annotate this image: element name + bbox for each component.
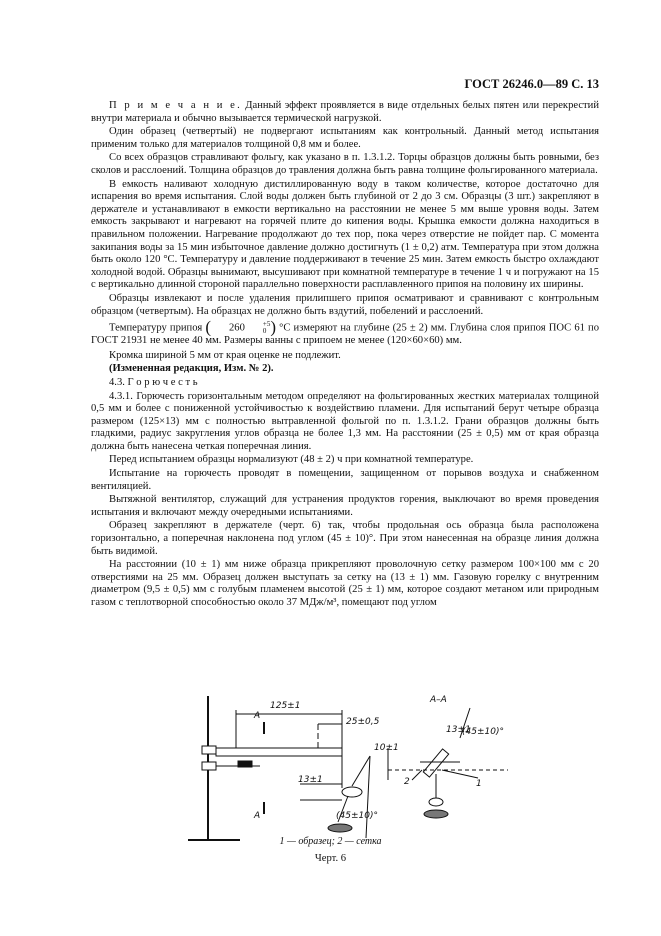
paragraph: 4.3.1. Горючесть горизонтальным методом определяют на фольгированных жестких материалах толщиной 0,5 мм и более с пониженной устойчивостью к воздействию пламени. Для испытаний берут четыре образца размером (125×13) мм с полностью вытравленной фольгой по п. 1.3.1.2. Грани образцов должны быть гладкими, радиус закругления углов образца не более 1,3 мм. На расстоянии (25 ± 0,5) мм от края образца должна быть нанесена четкая поперечная линия. (91, 390, 599, 452)
paragraph: Кромка шириной 5 мм от края оценке не подлежит. (109, 349, 341, 361)
temp-sub: 0 (262, 327, 267, 336)
section-a-top: A (254, 711, 261, 721)
section-heading: 4.3. Г о р ю ч е с т ь (109, 376, 198, 388)
burner-head (342, 787, 362, 797)
paragraph: Вытяжной вентилятор, служащий для устранения продуктов горения, выключают во время проведения испытания и включают между очередными испытаниями. (91, 494, 599, 518)
paragraph: Один образец (четвертый) не подвергают испытаниям как контрольный. Данный метод испытания применим только для материалов толщиной 0,8 мм и более. (91, 126, 599, 150)
holder-block (238, 761, 252, 767)
section-a-bottom: A (254, 811, 261, 821)
document-body (91, 100, 599, 611)
label-2: 2 (404, 777, 410, 787)
drawing-6 (160, 688, 520, 848)
amendment-note: (Измененная редакция, Изм. № 2). (109, 363, 274, 375)
section-specimen (423, 749, 448, 777)
temp-text-b: °С измеряют на глубине (25 ± 2) мм. Глубина слоя припоя ПОС 61 по ГОСТ 21931 не менее 40 мм. Размеры ванны с припоем не менее (120×60×60) мм. (91, 322, 599, 347)
temp-value: 260 (229, 322, 245, 334)
side-angle-label: (45±10)° (462, 727, 504, 737)
clamp-lower (202, 762, 216, 770)
specimen (216, 748, 342, 756)
paragraph: Образец закрепляют в держателе (черт. 6) так, чтобы продольная ось образца была расположена горизонтально, а поперечная наклонена под углом (45 ± 10)°. При этом нанесенная на образце линия должна быть видимой. (91, 520, 599, 557)
figure-title: Черт. 6 (314, 853, 347, 864)
burner-base (328, 824, 352, 832)
paragraph: Со всех образцов стравливают фольгу, как указано в п. 1.3.1.2. Торцы образцов должны быть ровными, без сколов и расслоений. Толщина образцов до травления должна быть равна толщине фольгированного материала. (91, 152, 599, 176)
angle-label: (45±10)° (336, 811, 378, 821)
dim-13-label: 13±1 (298, 775, 323, 785)
figure-caption: 1 — образец; 2 — сетка (279, 836, 382, 847)
drawing-svg (160, 688, 520, 848)
note-paragraph (91, 100, 599, 125)
section-aa-label: A–A (430, 695, 447, 705)
temp-sup: +5 (262, 320, 271, 329)
paragraph: На расстоянии (10 ± 1) мм ниже образца прикрепляют проволочную сетку размером 100×100 мм с 20 отверстиями на 25 мм. Образец должен выступать за сетку на (13 ± 1) мм. Газовую горелку с внутренним диаметром (9,5 ± 0,5) мм с голубым пламенем высотой (25 ± 1) мм, которое создают метаном или природным газом с теплотворной способностью около 37 МДж/м³, помещают под углом (91, 559, 599, 609)
side-13-label: 13±1 (446, 725, 471, 735)
label-1: 1 (476, 779, 482, 789)
dim-25-label: 25±0,5 (346, 717, 380, 727)
page-header: ГОСТ 26246.0—89 С. 13 (464, 77, 599, 91)
note-text: Данный эффект проявляется в виде отдельных белых пятен или перекрестий внутри материала и обычно вызывается термической нагрузкой. (91, 100, 599, 124)
temp-text-a: Температуру припоя (109, 322, 203, 334)
paragraph: Испытание на горючесть проводят в помещении, защищенном от порывов воздуха и снабженном вентиляцией. (91, 468, 599, 492)
dim-125-label: 125±1 (270, 701, 301, 711)
clamp-upper (202, 746, 216, 754)
paragraph: Образцы извлекают и после удаления прилипшего припоя осматривают и сравнивают с контрольным образцом (четвертым). На образцах не должно быть вздутий, побелений и расслоений. (91, 292, 599, 317)
side-10-label: 10±1 (374, 743, 399, 753)
temperature-paragraph: Температуру припоя ( 260 +5 0 ) °С измеряют на глубине (25 ± 2) мм. Глубина слоя припоя ПОС 61 по ГОСТ 21931 не менее 40 мм. Размеры ванны с припоем не менее (120×60×60) мм. (91, 317, 599, 347)
note-label: П р и м е ч а н и е. (109, 100, 242, 111)
paragraph: В емкость наливают холодную дистиллированную воду в таком количестве, которое достаточно для испарения во время испытания. Слой воды должен быть глубиной от 2 до 3 см. Образцы (3 шт.) закрепляют в держателе и устанавливают в емкости вертикально на расстоянии не менее 5 мм выше уровня воды. Затем емкость закрывают и нагревают на горячей плите до кипения воды. Крышка емкости должна находиться в правильном положении. Нагревание продолжают до тех пор, пока через отверстие не пойдет пар. С момента закипания воды за 15 мин избыточное давление должно достигнуть (1 ± 0,2) атм. Температура при этом должна быть около 120 °С. Температуру и давление поддерживают в течение 25 мин. Затем емкость быстро охлаждают холодной водой. Образцы вынимают, высушивают при комнатной температуре в течение 1 ч и погружают на 15 с вертикально длинной стороной параллельно поверхности расплавленного припоя на половину их ширины. (91, 178, 599, 291)
paragraph: Перед испытанием образцы нормализуют (48 ± 2) ч при комнатной температуре. (109, 454, 474, 466)
